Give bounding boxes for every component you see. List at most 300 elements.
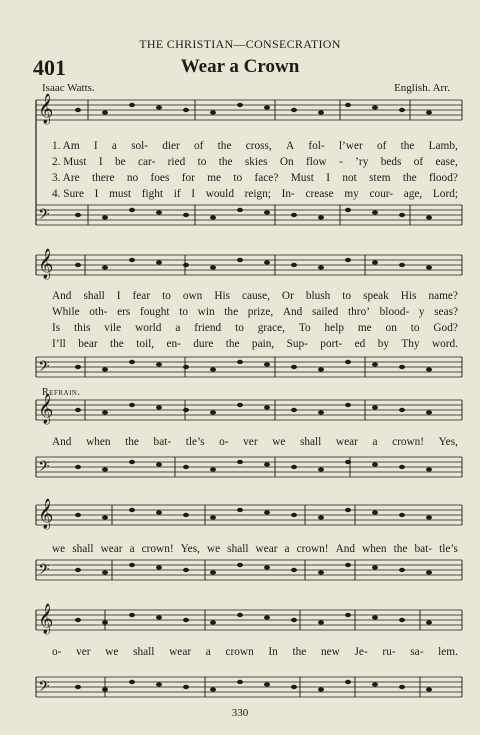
note [372,362,378,366]
note [291,568,297,572]
note [399,618,405,622]
note [183,213,189,217]
note [291,108,297,112]
lyric-syllable: wear [169,646,192,658]
lyric-syllable: wear [255,543,278,555]
lyric-syllable: a [284,543,290,555]
lyric-syllable: cross, [245,140,272,152]
note [264,105,270,109]
lyric-syllable: Lord; [432,188,458,200]
clef-icon: 𝄞 [38,604,54,634]
lyric-syllable: crown! [296,543,329,555]
lyric-line [52,322,458,334]
lyric-line [52,646,458,658]
lyric-syllable: fol- [308,140,325,152]
note [426,265,432,269]
clef-icon: 𝄞 [38,394,54,424]
note [237,508,243,512]
lyric-syllable: fought [140,306,170,318]
note [129,613,135,617]
note [291,465,297,469]
lyric-syllable: prize, [247,306,274,318]
lyric-syllable: would [205,188,234,200]
lyric-syllable: While [52,306,80,318]
lyric-syllable: crown [225,646,254,658]
note [156,210,162,214]
note [399,365,405,369]
lyric-syllable: reign; [244,188,271,200]
note [318,110,324,114]
lyric-syllable: a [111,140,117,152]
note [183,513,189,517]
lyric-syllable: bat- [414,543,433,555]
lyric-syllable: this [74,322,91,334]
clef-icon: 𝄞 [38,499,54,529]
lyric-syllable: On [279,156,294,168]
note [210,687,216,691]
note [102,570,108,574]
lyric-syllable: blush [305,290,331,302]
note [156,362,162,366]
note [156,260,162,264]
lyric-syllable: to [342,290,352,302]
note [372,210,378,214]
note [426,410,432,414]
lyric-syllable: shall [227,543,249,555]
lyric-syllable: speak [363,290,389,302]
note [237,613,243,617]
note [372,615,378,619]
note [237,103,243,107]
clef-icon: 𝄢 [38,458,50,479]
lyric-syllable: port- [320,338,343,350]
note [399,568,405,572]
note [345,680,351,684]
lyric-syllable: Je- [354,646,368,658]
lyric-syllable: ease, [435,156,458,168]
lyric-syllable: ’ry [355,156,369,168]
lyric-syllable: a [205,646,211,658]
note [237,403,243,407]
lyric-syllable: sa- [410,646,424,658]
note [156,615,162,619]
lyric-syllable: And [52,436,72,448]
page-number: 330 [231,707,249,719]
lyric-syllable: cour- [369,188,394,200]
lyric-syllable: 4. Sure [52,188,85,200]
note [156,405,162,409]
note [426,367,432,371]
note [291,263,297,267]
lyric-syllable: wear [335,436,358,448]
lyric-syllable: I [191,188,196,200]
note [237,258,243,262]
note [372,105,378,109]
note [75,685,81,689]
note [129,460,135,464]
note [318,515,324,519]
lyric-syllable: His [214,290,231,302]
lyric-syllable: And [335,543,356,555]
note [102,620,108,624]
note [183,465,189,469]
lyric-syllable: world [135,322,162,334]
note [210,265,216,269]
note [75,618,81,622]
note [426,570,432,574]
lyric-syllable: must [109,188,132,200]
note [399,465,405,469]
note [345,258,351,262]
clef-icon: 𝄞 [38,94,54,124]
note [426,620,432,624]
lyric-syllable: there [91,172,115,184]
note [372,462,378,466]
lyric-syllable: thro’ [348,306,370,318]
note [210,110,216,114]
lyric-syllable: by [377,338,389,350]
lyric-syllable: A [285,140,295,152]
lyric-syllable: sailed [311,306,339,318]
lyric-syllable: seas? [434,306,458,318]
lyric-syllable: crown! [141,543,174,555]
note [237,460,243,464]
lyric-syllable: fight [141,188,164,200]
lyric-syllable: the [218,156,233,168]
lyric-syllable: Yes, [180,543,200,555]
note [102,467,108,471]
note [102,515,108,519]
note [183,685,189,689]
note [426,687,432,691]
note [156,462,162,466]
lyric-syllable: when [362,543,387,555]
note [264,260,270,264]
lyric-syllable: tle’s [185,436,205,448]
lyric-syllable: skies [244,156,268,168]
lyric-syllable: lem. [438,646,458,658]
lyric-syllable: wear [100,543,123,555]
note [210,367,216,371]
lyric-syllable: fear [132,290,151,302]
note [291,513,297,517]
lyric-syllable: the [402,172,417,184]
hymn-number: 401 [33,55,66,80]
lyric-syllable: we [206,543,221,555]
note [129,508,135,512]
note [345,103,351,107]
lyric-syllable: the [110,338,124,350]
lyric-syllable: to [235,322,244,334]
note [264,462,270,466]
note [102,687,108,691]
note [237,680,243,684]
lyric-syllable: I [94,188,99,200]
note [75,568,81,572]
lyric-syllable: help [324,322,344,334]
lyric-syllable: ers [117,306,131,318]
lyric-syllable: the [393,543,408,555]
lyric-syllable: I [93,140,98,152]
lyricist-credit: Isaac Watts. [42,82,95,94]
note [129,258,135,262]
lyric-syllable: Or [281,290,294,302]
note [345,360,351,364]
lyric-syllable: crease [305,188,334,200]
hymn-title: Wear a Crown [180,56,300,77]
note [426,110,432,114]
note [237,563,243,567]
composer-credit: English. Arr. [394,82,450,94]
lyric-line [52,436,458,448]
note [210,515,216,519]
note [264,362,270,366]
lyric-syllable: sol- [131,140,149,152]
lyric-syllable: o- [52,646,62,658]
note [75,365,81,369]
lyric-syllable: en- [166,338,181,350]
lyric-syllable: pain, [251,338,275,350]
note [426,467,432,471]
lyric-syllable: the [225,338,240,350]
note [156,105,162,109]
lyric-syllable: Thy [401,338,420,350]
note [75,513,81,517]
note [291,408,297,412]
note [102,410,108,414]
note [156,510,162,514]
lyric-syllable: I [98,156,103,168]
note [318,620,324,624]
lyric-syllable: a [129,543,135,555]
note [399,263,405,267]
note [345,563,351,567]
note [129,680,135,684]
lyric-syllable: my [344,188,359,200]
lyric-syllable: ru- [382,646,396,658]
lyric-line [52,543,458,555]
note [102,215,108,219]
note [345,460,351,464]
lyric-syllable: of [194,140,204,152]
lyric-syllable: face? [254,172,279,184]
lyric-syllable: the [217,140,232,152]
lyric-syllable: win [197,306,215,318]
clef-icon: 𝄢 [38,206,50,227]
note [102,367,108,371]
lyric-syllable: 3. Are [52,172,80,184]
lyric-syllable: shall [83,290,105,302]
note [210,620,216,624]
lyric-syllable: beds [380,156,402,168]
lyric-syllable: shall [299,436,322,448]
lyric-syllable: dure [193,338,214,350]
lyric-syllable: on [385,322,397,334]
lyric-line [52,140,458,152]
note [291,685,297,689]
lyric-syllable: ried [167,156,186,168]
lyric-syllable: oth- [89,306,108,318]
lyric-syllable: be [114,156,126,168]
note [318,215,324,219]
note [102,265,108,269]
lyric-syllable: we [272,436,286,448]
lyric-syllable: To [298,322,311,334]
note [183,365,189,369]
note [426,515,432,519]
note [372,565,378,569]
note [264,565,270,569]
lyric-syllable: of [413,156,424,168]
note [183,618,189,622]
lyric-syllable: shall [133,646,155,658]
section-title: THE CHRISTIAN—CONSECRATION [139,37,341,51]
note [210,410,216,414]
lyric-syllable: we [105,646,119,658]
lyric-syllable: ver [76,646,91,658]
clef-icon: 𝄞 [38,249,54,279]
note [345,613,351,617]
note [237,208,243,212]
lyric-syllable: when [86,436,111,448]
note [129,563,135,567]
lyric-line [52,172,458,184]
note [102,110,108,114]
lyric-line [52,156,458,168]
refrain-label: Refrain. [42,387,81,398]
lyric-syllable: flow [306,156,327,168]
note [318,265,324,269]
lyric-syllable: friend [194,322,222,334]
lyric-syllable: In [268,646,278,658]
note [372,405,378,409]
note [264,615,270,619]
lyric-syllable: to [179,306,188,318]
note [399,685,405,689]
note [372,682,378,686]
lyric-syllable: ver [243,436,258,448]
lyric-syllable: foes [150,172,170,184]
note [399,108,405,112]
note [210,215,216,219]
lyric-syllable: we [52,543,66,555]
note [318,410,324,414]
lyric-syllable: the [125,436,139,448]
lyric-syllable: a [372,436,378,448]
note [345,403,351,407]
lyric-syllable: car- [138,156,156,168]
lyric-syllable: ed [354,338,366,350]
note [291,618,297,622]
lyric-syllable: bear [78,338,98,350]
lyric-line [52,290,458,302]
note [183,263,189,267]
clef-icon: 𝄢 [38,678,50,699]
note [399,513,405,517]
note [426,215,432,219]
lyric-syllable: I’ll [52,338,66,350]
lyric-syllable: 2. Must [52,156,87,168]
lyric-syllable: I [326,172,331,184]
lyric-syllable: toil, [136,338,155,350]
note [75,108,81,112]
note [372,510,378,514]
note [75,465,81,469]
lyric-syllable: Sup- [286,338,308,350]
lyric-syllable: Is [52,322,61,334]
lyric-syllable: And [282,306,303,318]
lyric-syllable: me [207,172,222,184]
note [183,108,189,112]
lyric-syllable: the [224,306,239,318]
lyric-syllable: Lamb, [428,140,458,152]
note [318,367,324,371]
note [183,568,189,572]
lyric-line [52,338,458,350]
note [291,365,297,369]
lyric-syllable: a [175,322,181,334]
lyric-syllable: word. [431,338,458,350]
note [399,408,405,412]
note [129,403,135,407]
note [264,405,270,409]
note [318,687,324,691]
lyric-syllable: stem [369,172,391,184]
note [156,565,162,569]
lyric-syllable: bat- [153,436,172,448]
lyric-syllable: own [182,290,203,302]
lyric-syllable: no [126,172,139,184]
note [75,263,81,267]
lyric-syllable: age, [403,188,423,200]
lyric-syllable: blood- [379,306,410,318]
lyric-syllable: - [339,156,343,168]
lyric-syllable: God? [433,322,458,334]
clef-icon: 𝄢 [38,561,50,582]
note [399,213,405,217]
note [210,570,216,574]
lyric-syllable: dier [162,140,180,152]
note [156,682,162,686]
lyric-syllable: of [376,140,387,152]
lyric-syllable: to [197,156,207,168]
lyric-syllable: to [410,322,420,334]
note [183,408,189,412]
lyric-syllable: vile [104,322,122,334]
lyric-line [52,306,458,318]
note [75,408,81,412]
note [129,208,135,212]
lyric-syllable: to [233,172,243,184]
note [210,467,216,471]
note [264,510,270,514]
lyric-syllable: o- [219,436,229,448]
note [291,213,297,217]
lyric-syllable: tle’s [439,543,458,555]
note [264,210,270,214]
lyric-syllable: y [418,306,425,318]
lyric-syllable: 1. Am [52,140,80,152]
clef-icon: 𝄢 [38,358,50,379]
lyric-syllable: if [173,188,181,200]
lyric-syllable: Must [290,172,314,184]
note [345,508,351,512]
lyric-syllable: flood? [429,172,458,184]
note [372,260,378,264]
lyric-syllable: l’wer [338,140,363,152]
note [75,213,81,217]
note [264,682,270,686]
